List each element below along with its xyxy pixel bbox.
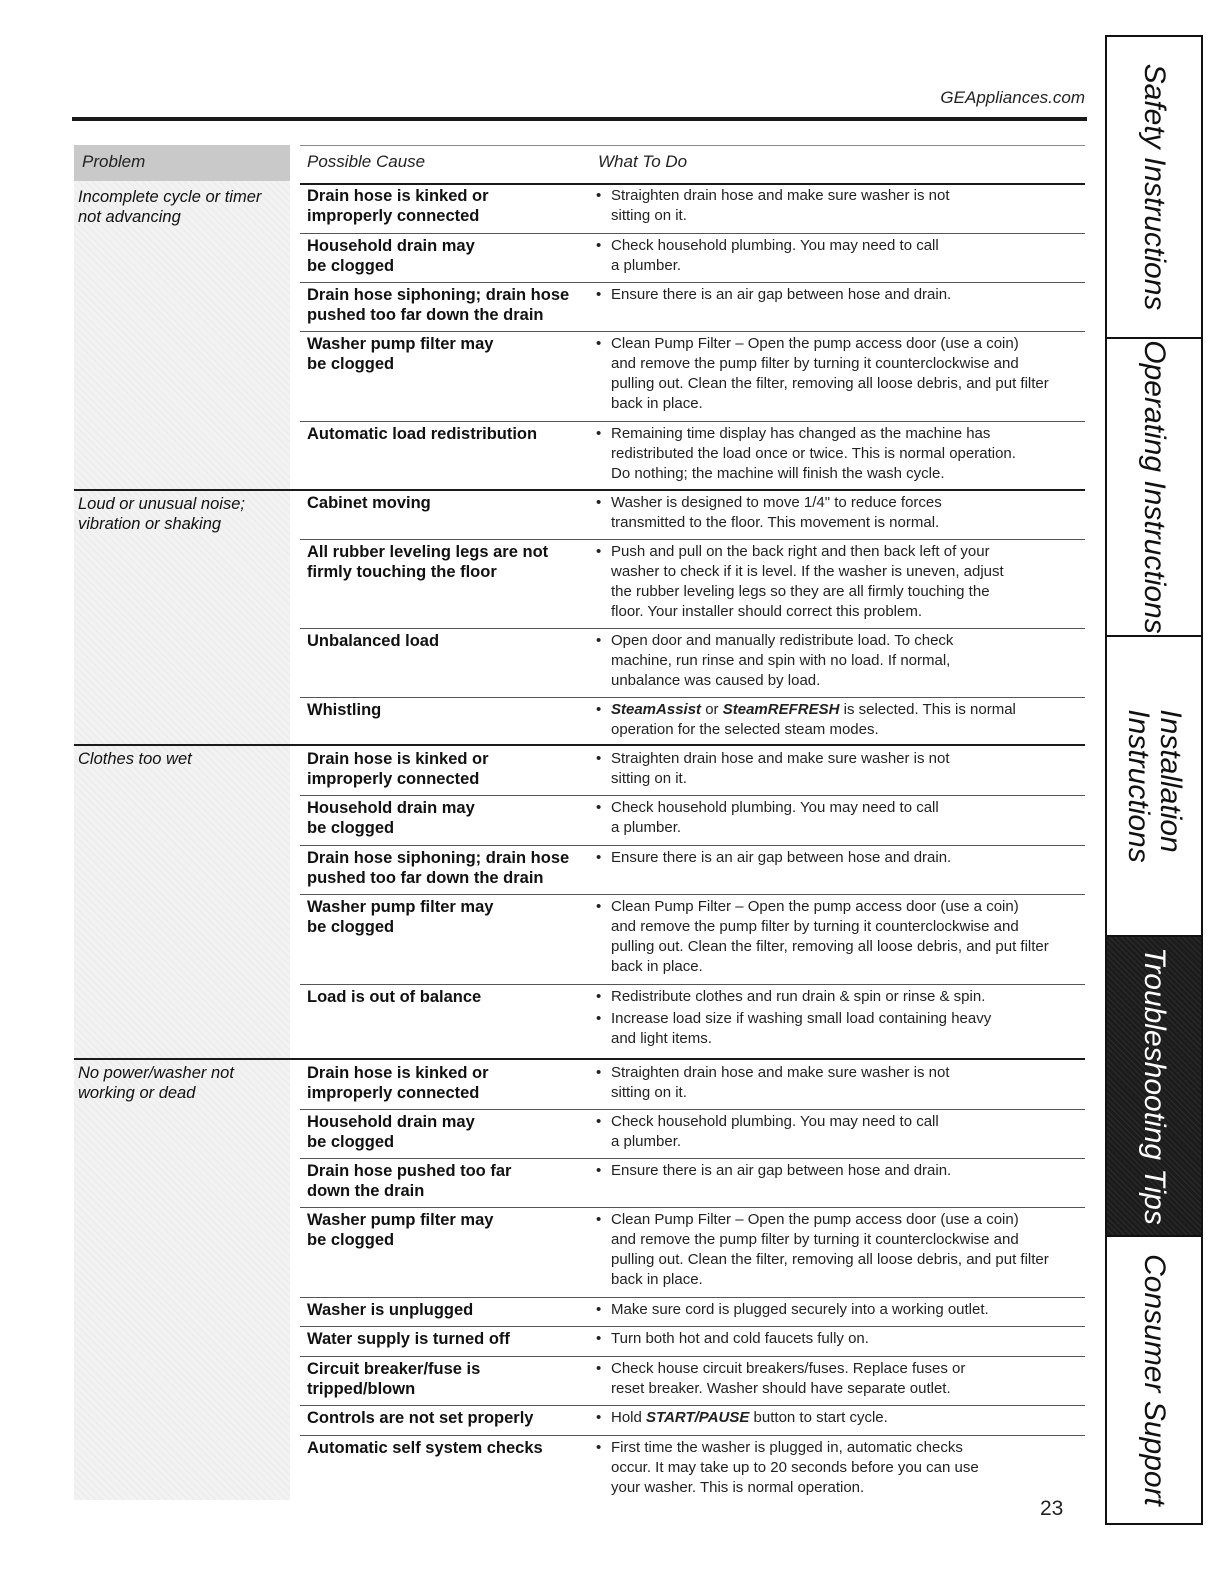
page-number: 23 bbox=[1040, 1497, 1064, 1520]
todo-item: • Turn both hot and cold faucets fully on. bbox=[596, 1329, 1081, 1349]
row-rule bbox=[300, 984, 1085, 985]
todo-item: • Clean Pump Filter – Open the pump access door (use a coin) and remove the pump filter by turning it counterclockwise and pulling out. Clean the filter, removing all loose debris, and put filter back in place. bbox=[596, 897, 1081, 977]
row-rule bbox=[300, 331, 1085, 332]
row-rule bbox=[300, 1297, 1085, 1298]
cause-load-redistribution: Automatic load redistribution bbox=[307, 425, 538, 443]
cause-pump-filter: Washer pump filter may be clogged bbox=[307, 1211, 494, 1249]
tab-consumer-support[interactable] bbox=[1107, 1237, 1201, 1523]
group-rule bbox=[74, 744, 1085, 746]
cause-header: Possible Cause bbox=[307, 152, 426, 171]
steamassist-term: SteamAssist bbox=[611, 701, 702, 718]
row-rule bbox=[300, 628, 1085, 629]
todo-list bbox=[596, 1210, 1081, 1290]
todo-item: • Check household plumbing. You may need to call a plumber. bbox=[596, 236, 1081, 276]
row-rule bbox=[300, 795, 1085, 796]
tab-label: Operating Instructions bbox=[1138, 340, 1171, 634]
row-rule bbox=[300, 1326, 1085, 1327]
todo-item: • Straighten drain hose and make sure washer is not sitting on it. bbox=[596, 749, 1081, 789]
start-pause-term: START/PAUSE bbox=[646, 1409, 750, 1426]
tab-label: Troubleshooting Tips bbox=[1138, 947, 1171, 1225]
cause-drain-hose-siphoning: Drain hose siphoning; drain hose pushed too far down the drain bbox=[307, 849, 570, 887]
row-rule bbox=[300, 845, 1085, 846]
section-sidebar bbox=[1105, 35, 1203, 1525]
cause-drain-hose-kinked: Drain hose is kinked or improperly connected bbox=[307, 1064, 489, 1102]
todo-list bbox=[596, 542, 1081, 622]
problem-loud-noise: Loud or unusual noise; vibration or shaking bbox=[78, 495, 245, 533]
tab-label: Safety Instructions bbox=[1138, 63, 1171, 311]
cause-washer-unplugged: Washer is unplugged bbox=[307, 1301, 474, 1319]
cause-household-drain: Household drain may be clogged bbox=[307, 237, 475, 275]
todo-item bbox=[596, 1408, 1081, 1428]
todo-connector: or bbox=[701, 701, 723, 718]
todo-item: • Straighten drain hose and make sure washer is not sitting on it. bbox=[596, 186, 1081, 226]
todo-list bbox=[596, 631, 1081, 691]
todo-item: • Check household plumbing. You may need to call a plumber. bbox=[596, 1112, 1081, 1152]
problem-incomplete-cycle: Incomplete cycle or timer not advancing bbox=[78, 188, 262, 226]
cause-leveling-legs: All rubber leveling legs are not firmly touching the floor bbox=[307, 543, 549, 581]
todo-item: • Clean Pump Filter – Open the pump access door (use a coin) and remove the pump filter by turning it counterclockwise and pulling out. Clean the filter, removing all loose debris, and put filter back in place. bbox=[596, 1210, 1081, 1290]
todo-item: • Straighten drain hose and make sure washer is not sitting on it. bbox=[596, 1063, 1081, 1103]
todo-list bbox=[596, 1438, 1081, 1498]
todo-item: • Check house circuit breakers/fuses. Replace fuses or reset breaker. Washer should have separate outlet. bbox=[596, 1359, 1081, 1399]
tab-operating-instructions[interactable] bbox=[1107, 339, 1201, 637]
todo-list bbox=[596, 1408, 1081, 1428]
problem-column bbox=[74, 145, 290, 1500]
todo-list bbox=[596, 424, 1081, 484]
row-rule bbox=[300, 1207, 1085, 1208]
cause-whistling: Whistling bbox=[307, 701, 382, 719]
row-rule bbox=[300, 894, 1085, 895]
cause-cabinet-moving: Cabinet moving bbox=[307, 494, 431, 512]
table-top-rule bbox=[300, 145, 1085, 146]
todo-list bbox=[596, 897, 1081, 977]
todo-list bbox=[596, 1063, 1081, 1103]
cause-controls-not-set: Controls are not set properly bbox=[307, 1409, 534, 1427]
todo-list bbox=[596, 798, 1081, 838]
todo-list bbox=[596, 987, 1081, 1049]
group-rule bbox=[74, 1058, 1085, 1060]
row-rule bbox=[300, 282, 1085, 283]
cause-drain-hose-siphoning: Drain hose siphoning; drain hose pushed too far down the drain bbox=[307, 286, 570, 324]
problem-header-label: Problem bbox=[82, 152, 146, 171]
todo-item: • Open door and manually redistribute load. To check machine, run rinse and spin with no load. If normal, unbalance was caused by load. bbox=[596, 631, 1081, 691]
row-rule bbox=[300, 1435, 1085, 1436]
site-url: GEAppliances.com bbox=[940, 88, 1085, 107]
cause-unbalanced-load: Unbalanced load bbox=[307, 632, 440, 650]
todo-text: button to start cycle. bbox=[749, 1409, 888, 1426]
tab-label: Installation Instructions bbox=[1122, 709, 1187, 863]
todo-item: • First time the washer is plugged in, automatic checks occur. It may take up to 20 seconds before you can use your washer. This is normal operation. bbox=[596, 1438, 1081, 1498]
todo-list bbox=[596, 186, 1081, 226]
todo-item: • Ensure there is an air gap between hose and drain. bbox=[596, 285, 1081, 305]
cause-household-drain: Household drain may be clogged bbox=[307, 1113, 475, 1151]
row-rule bbox=[300, 233, 1085, 234]
cause-water-supply-off: Water supply is turned off bbox=[307, 1330, 510, 1348]
todo-text: Hold bbox=[611, 1409, 647, 1426]
row-rule bbox=[300, 421, 1085, 422]
todo-list bbox=[596, 236, 1081, 276]
header-rule bbox=[72, 117, 1087, 121]
todo-item bbox=[596, 700, 1081, 740]
todo-list bbox=[596, 493, 1081, 533]
todo-item: • Ensure there is an air gap between hose and drain. bbox=[596, 848, 1081, 868]
cause-drain-hose-kinked: Drain hose is kinked or improperly connected bbox=[307, 750, 489, 788]
cause-pump-filter: Washer pump filter may be clogged bbox=[307, 898, 494, 936]
cause-load-out-of-balance: Load is out of balance bbox=[307, 988, 482, 1006]
problem-clothes-wet: Clothes too wet bbox=[78, 750, 192, 768]
todo-header: What To Do bbox=[598, 152, 688, 171]
tab-troubleshooting-tips[interactable] bbox=[1107, 937, 1201, 1237]
row-rule bbox=[300, 697, 1085, 698]
todo-item: • Check household plumbing. You may need to call a plumber. bbox=[596, 798, 1081, 838]
todo-item: • Ensure there is an air gap between hose and drain. bbox=[596, 1161, 1081, 1181]
row-rule bbox=[300, 539, 1085, 540]
todo-list bbox=[596, 848, 1081, 868]
todo-list bbox=[596, 334, 1081, 414]
tab-label: Consumer Support bbox=[1138, 1254, 1171, 1506]
todo-list bbox=[596, 749, 1081, 789]
tab-installation-instructions[interactable] bbox=[1107, 637, 1201, 937]
problem-no-power: No power/washer not working or dead bbox=[78, 1064, 234, 1102]
cause-household-drain: Household drain may be clogged bbox=[307, 799, 475, 837]
problem-header bbox=[74, 145, 290, 181]
todo-item: • Remaining time display has changed as the machine has redistributed the load once or twice. This is normal operation. Do nothing; the machine will finish the wash cycle. bbox=[596, 424, 1081, 484]
todo-list bbox=[596, 1161, 1081, 1181]
todo-list bbox=[596, 1300, 1081, 1320]
table-header-rule bbox=[300, 183, 1085, 185]
todo-list bbox=[596, 1112, 1081, 1152]
todo-item: • Clean Pump Filter – Open the pump access door (use a coin) and remove the pump filter by turning it counterclockwise and pulling out. Clean the filter, removing all loose debris, and put filter back in place. bbox=[596, 334, 1081, 414]
cause-drain-hose-kinked: Drain hose is kinked or improperly connected bbox=[307, 187, 489, 225]
cause-self-system-checks: Automatic self system checks bbox=[307, 1439, 543, 1457]
steamrefresh-term: SteamREFRESH bbox=[722, 701, 840, 718]
todo-item: • Push and pull on the back right and then back left of your washer to check if it is level. If the washer is uneven, adjust the rubber leveling legs so they are all firmly touching the floor. Your installer should correct this problem. bbox=[596, 542, 1081, 622]
row-rule bbox=[300, 1158, 1085, 1159]
todo-item: • Washer is designed to move 1/4" to reduce forces transmitted to the floor. This movement is normal. bbox=[596, 493, 1081, 533]
tab-safety-instructions[interactable] bbox=[1107, 37, 1201, 339]
todo-item: • Make sure cord is plugged securely into a working outlet. bbox=[596, 1300, 1081, 1320]
todo-list bbox=[596, 285, 1081, 305]
row-rule bbox=[300, 1405, 1085, 1406]
todo-list bbox=[596, 1329, 1081, 1349]
todo-item: • Redistribute clothes and run drain & spin or rinse & spin. bbox=[596, 987, 1081, 1007]
cause-drain-hose-pushed: Drain hose pushed too far down the drain bbox=[307, 1162, 512, 1200]
row-rule bbox=[300, 1356, 1085, 1357]
cause-circuit-breaker: Circuit breaker/fuse is tripped/blown bbox=[307, 1360, 481, 1398]
todo-item: • Increase load size if washing small load containing heavy and light items. bbox=[596, 1009, 1081, 1049]
todo-text: is selected. This is normal operation for the selected steam modes. bbox=[611, 701, 1016, 738]
group-rule bbox=[74, 489, 1085, 491]
cause-pump-filter: Washer pump filter may be clogged bbox=[307, 335, 494, 373]
todo-list bbox=[596, 700, 1081, 740]
row-rule bbox=[300, 1109, 1085, 1110]
todo-list bbox=[596, 1359, 1081, 1399]
